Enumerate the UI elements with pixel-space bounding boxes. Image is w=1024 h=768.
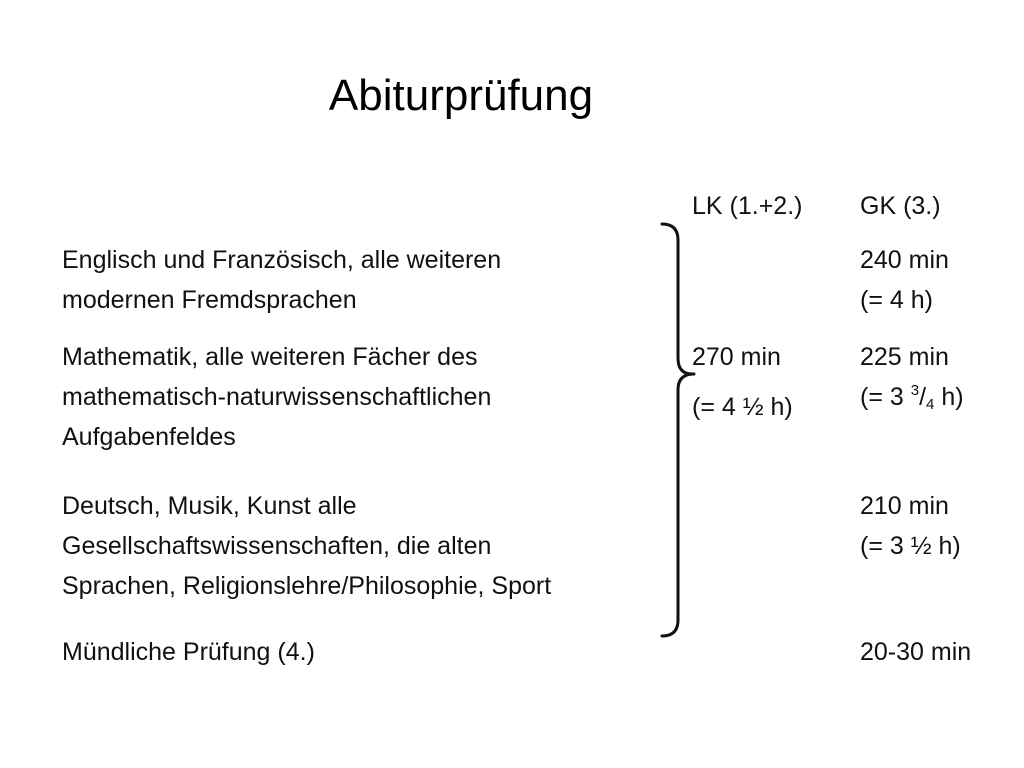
subject-text-line: Deutsch, Musik, Kunst alle: [62, 492, 357, 520]
subject-text-line: Mathematik, alle weiteren Fächer des: [62, 343, 478, 371]
gk-duration-languages: [860, 240, 949, 320]
gk-duration-minutes: 20-30 min: [860, 638, 972, 666]
gk-duration-mathematics: [860, 337, 964, 417]
lk-duration-hours: (= 4 ½ h): [692, 393, 793, 421]
subject-row-mathematics: [62, 337, 662, 457]
gk-duration-hours: [860, 377, 964, 417]
gk-duration-minutes: 240 min: [860, 246, 949, 274]
subject-text-line: mathematisch-naturwissenschaftlichen: [62, 383, 492, 411]
column-header-gk: GK (3.): [860, 192, 941, 220]
lk-duration-minutes: 270 min: [692, 343, 781, 371]
subject-text-line: modernen Fremdsprachen: [62, 286, 357, 314]
gk-duration-humanities: [860, 486, 961, 566]
slide-title: Abiturprüfung: [328, 71, 594, 120]
fraction-slash: /: [919, 383, 927, 411]
subject-text-line: Sprachen, Religionslehre/Philosophie, Sport: [62, 572, 552, 600]
gk-duration-oral-exam: [860, 632, 971, 672]
subject-row-languages: [62, 240, 662, 320]
curly-brace-icon: [650, 222, 710, 638]
fraction-numerator: 3: [910, 382, 920, 399]
gk-duration-minutes: 210 min: [860, 492, 949, 520]
gk-duration-minutes: 225 min: [860, 343, 949, 371]
subject-row-humanities: [62, 486, 662, 606]
gk-duration-hours: (= 4 h): [860, 286, 933, 314]
subject-text-line: Aufgabenfeldes: [62, 423, 236, 451]
subject-text-line: Gesellschaftswissenschaften, die alten: [62, 532, 492, 560]
column-header-lk: LK (1.+2.): [692, 192, 803, 220]
fraction-prefix: (= 3: [860, 383, 911, 411]
subject-text-line: Mündliche Prüfung (4.): [62, 638, 315, 666]
subject-text-line: Englisch und Französisch, alle weiteren: [62, 246, 502, 274]
fraction-denominator: 4: [926, 396, 935, 413]
gk-duration-hours: (= 3 ½ h): [860, 532, 961, 560]
fraction-suffix: h): [934, 383, 964, 411]
subject-row-oral-exam: [62, 632, 662, 672]
